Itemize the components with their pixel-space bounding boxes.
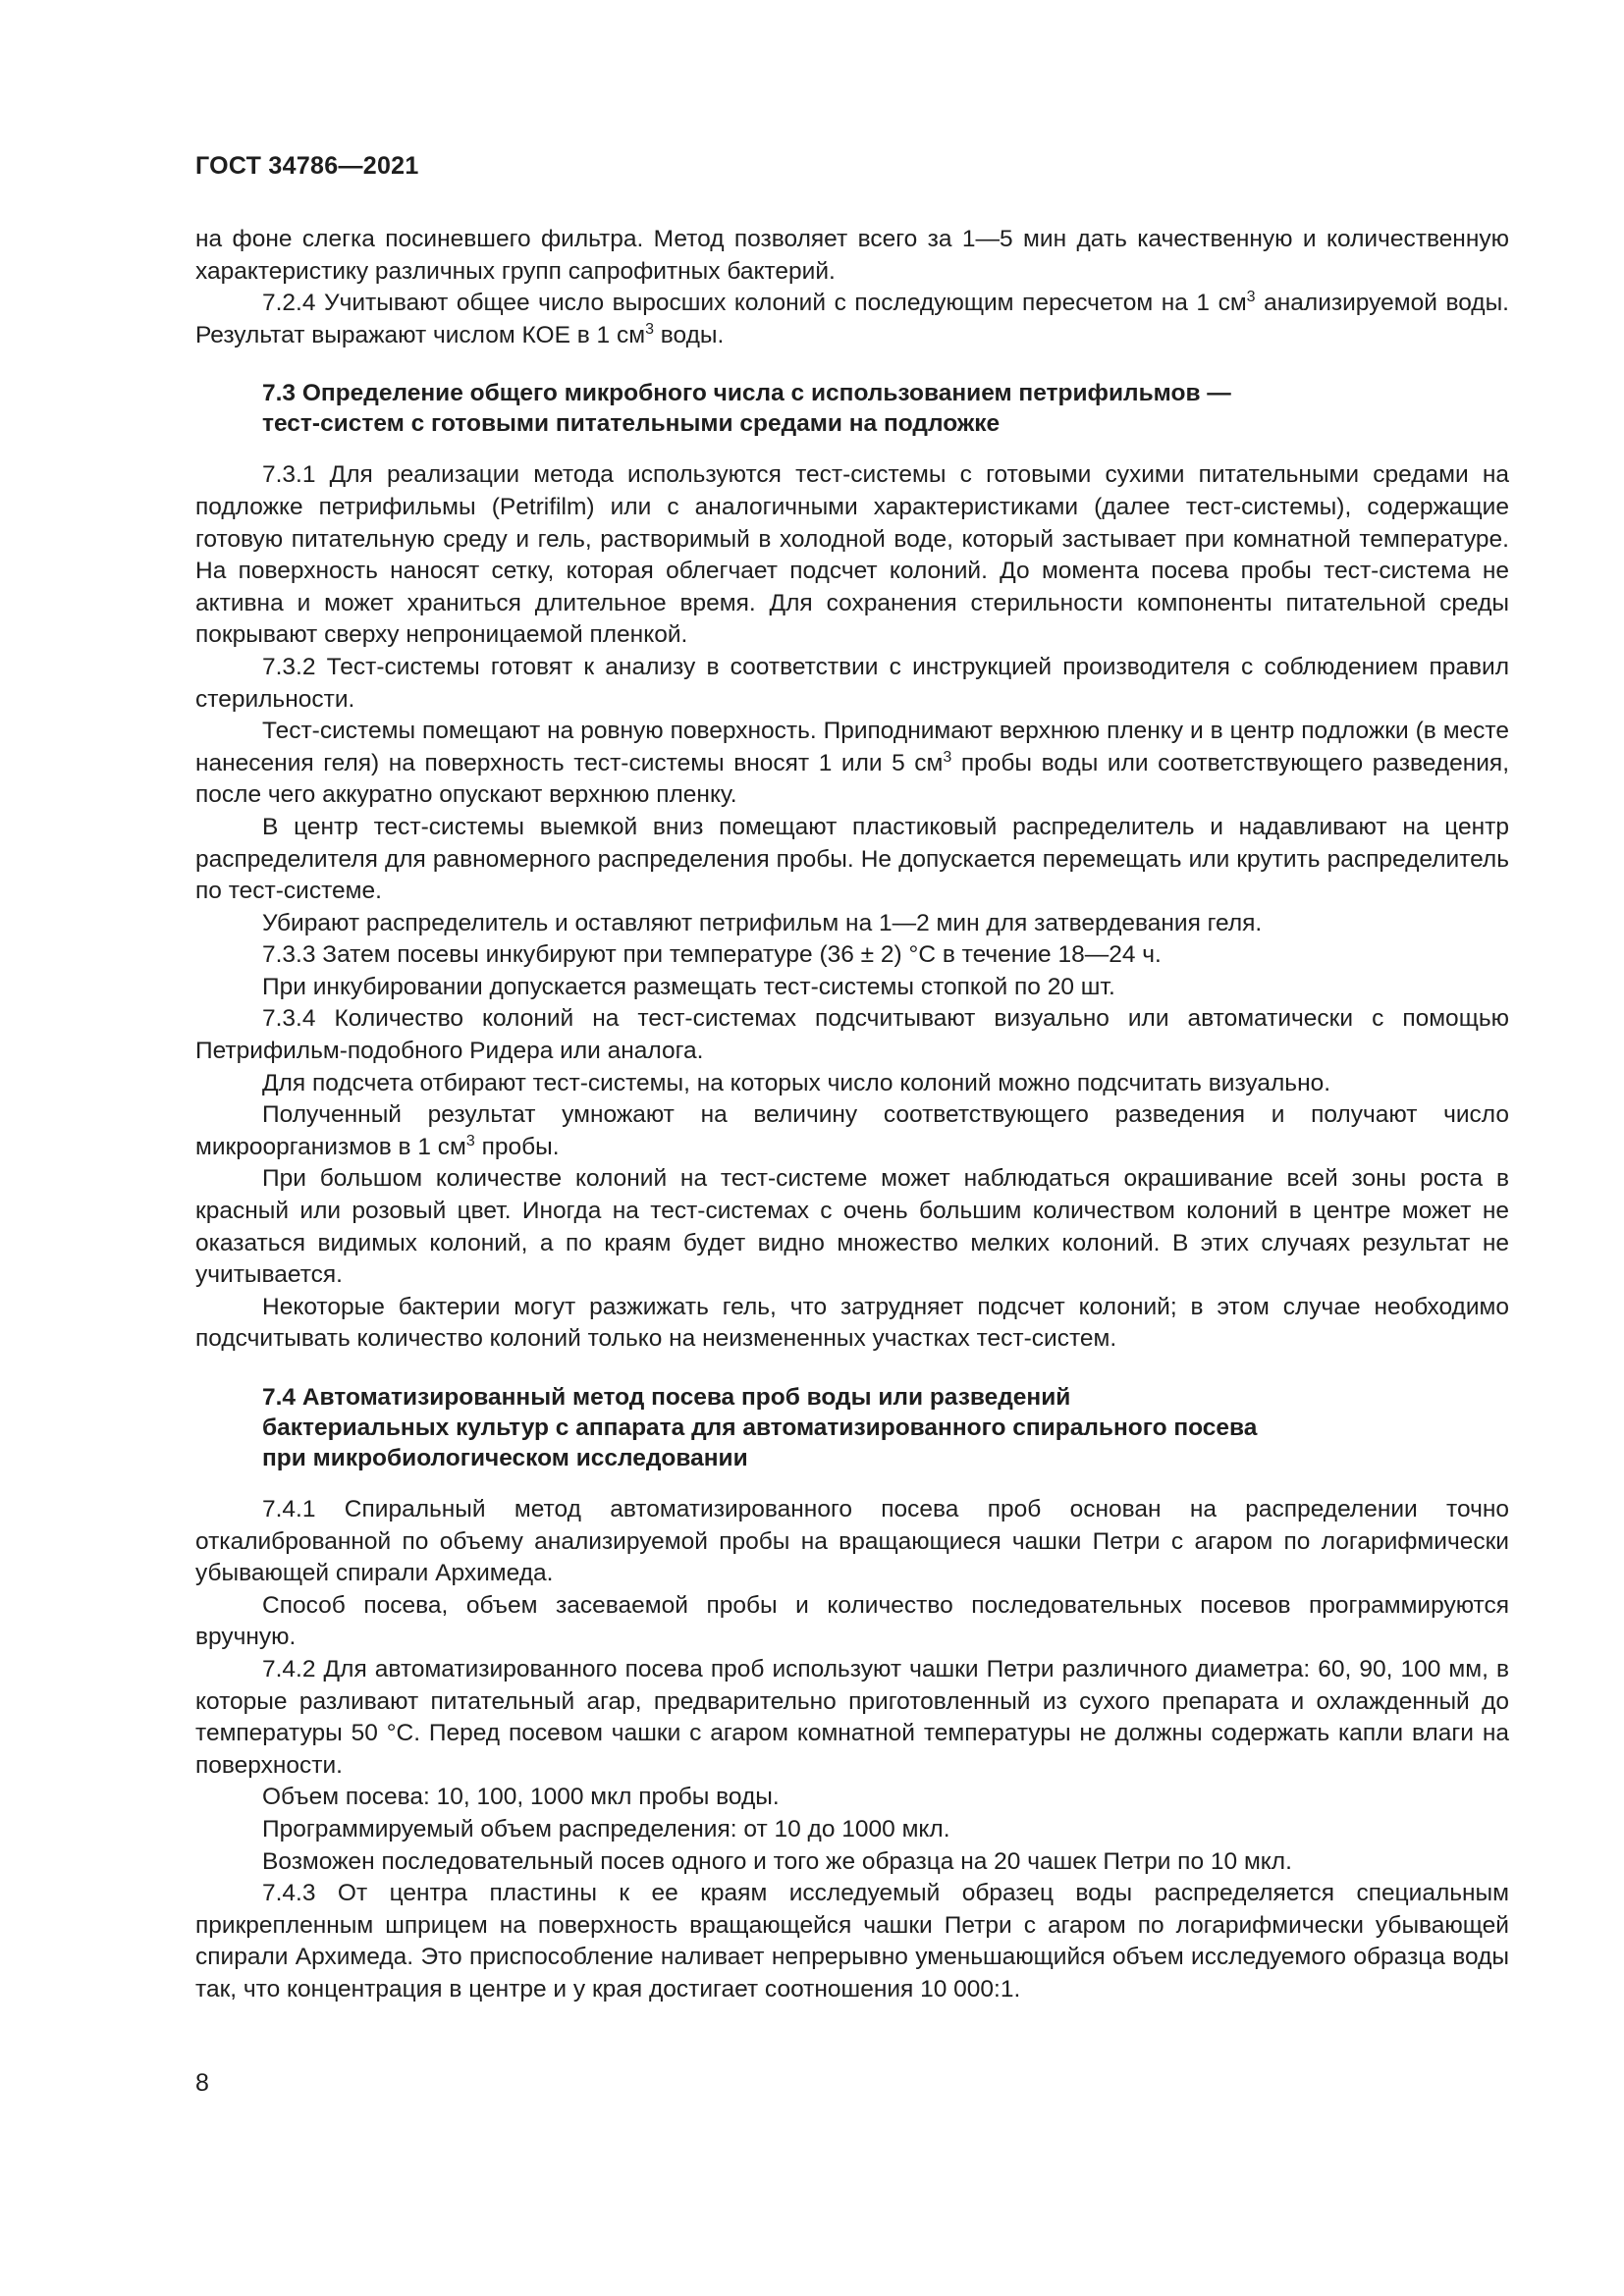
paragraph-stacking: При инкубировании допускается размещать тест-системы стопкой по 20 шт. — [262, 973, 1115, 1000]
paragraph-result: Полученный результат умножают на величину соответствующего разведения и получают число микроорганизмов в 1 $см^3$ пробы. — [195, 1101, 1509, 1160]
paragraph-seed-volume: Объем посева: 10, 100, 1000 мкл пробы воды. — [262, 1784, 780, 1811]
section-7-3-heading: 7.3 Определение общего микробного числа с использованием петрифильмов — тест-систем с готовыми питательными средами на подложке — [262, 380, 1231, 438]
paragraph-7-4-2: 7.4.2 Для автоматизированного посева проб используют чашки Петри различного диаметра: 60, 90, 100 мм, в которые разливают питательный агар, предварительно приготовленный из сухого препарата и охлажденный до температуры 50 °С. Перед посевом чашки с агаром комнатной температуры не должны содержать капли влаги на поверхности. — [195, 1655, 1509, 1779]
paragraph-7-2-4: 7.2.4 Учитывают общее число выросших колоний с последующим пересчетом на 1 $см^3$ анализируемой воды. Результат выражают числом КОЕ в 1 $см^3$ воды. — [195, 289, 1509, 348]
page-number: 8 — [195, 2069, 209, 2097]
paragraph-distribution-volume: Программируемый объем распределения: от 10 до 1000 мкл. — [262, 1815, 950, 1842]
paragraph-7-3-2: 7.3.2 Тест-системы готовят к анализу в соответствии с инструкцией производителя с соблюдением правил стерильности. — [195, 653, 1509, 713]
paragraph-gel-setting: Убирают распределитель и оставляют петрифильм на 1—2 мин для затвердевания геля. — [262, 909, 1263, 936]
paragraph-sequential-seeding: Возможен последовательный посев одного и того же образца на 20 чашек Петри по 10 мкл. — [262, 1847, 1292, 1875]
document-body — [195, 224, 1509, 2006]
paragraph-7-3-3: 7.3.3 Затем посевы инкубируют при температуре (36 ± 2) °С в течение 18—24 ч. — [262, 941, 1162, 969]
paragraph-7-3-1: 7.3.1 Для реализации метода используются тест-системы с готовыми сухими питательными средами на подложке петрифильмы (Petrifilm) или с аналогичными характеристиками (далее тест-системы), содержащие готовую питательную среду и гель, растворимый в холодной воде, который застывает при комнатной температуре. На поверхность наносят сетку, которая облегчает подсчет колоний. До момента посева пробы тест-система не активна и может храниться длительное время. Для сохранения стерильности компоненты питательной среды покрывают сверху непроницаемой пленкой. — [195, 461, 1509, 649]
paragraph-7-4-1: 7.4.1 Спиральный метод автоматизированного посева проб основан на распределении точно откалиброванной по объему анализируемой пробы на вращающиеся чашки Петри с агаром по логарифмически убывающей спирали Архимеда. — [195, 1496, 1509, 1587]
paragraph-coloring: При большом количестве колоний на тест-системе может наблюдаться окрашивание всей зоны роста в красный или розовый цвет. Иногда на тест-системах с очень большим количеством колоний в центре может не оказаться видимых колоний, а по краям будет видно множество мелких колоний. В этих случаях результат не учитывается. — [195, 1165, 1509, 1289]
standard-code-header: ГОСТ 34786—2021 — [195, 152, 419, 180]
paragraph-distributor: В центр тест-системы выемкой вниз помещают пластиковый распределитель и надавливают на центр распределителя для равномерного распределения пробы. Не допускается перемещать или крутить распределитель по тест-системе. — [195, 813, 1509, 905]
paragraph-7-4-3: 7.4.3 От центра пластины к ее краям исследуемый образец воды распределяется специальным прикрепленным шприцем на поверхность вращающейся чашки Петри с агаром по логарифмически убывающей спирали Архимеда. Это приспособление наливает непрерывно уменьшающийся объем исследуемого образца воды так, что концентрация в центре и у края достигает соотношения 10 000:1. — [195, 1880, 1509, 2002]
paragraph-counting: Для подсчета отбирают тест-системы, на которых число колоний можно подсчитать визуально. — [262, 1069, 1331, 1096]
paragraph-placement: Тест-системы помещают на ровную поверхность. Приподнимают верхнюю пленку и в центр подложки (в месте нанесения геля) на поверхность тест-системы вносят 1 или 5 $см^3$ пробы воды или соответствующего разведения, после чего аккуратно опускают верхнюю пленку. — [195, 718, 1509, 809]
paragraph-programming: Способ посева, объем засеваемой пробы и количество последовательных посевов программируются вручную. — [195, 1591, 1509, 1651]
paragraph-7-3-4: 7.3.4 Количество колоний на тест-системах подсчитывают визуально или автоматически с помощью Петрифильм-подобного Ридера или аналога. — [195, 1005, 1509, 1065]
paragraph-liquefaction: Некоторые бактерии могут разжижать гель, что затрудняет подсчет колоний; в этом случае необходимо подсчитывать количество колоний только на неизмененных участках тест-систем. — [195, 1293, 1509, 1353]
section-7-4-heading: 7.4 Автоматизированный метод посева проб воды или разведений бактериальных культур с аппарата для автоматизированного спирального посева при микробиологическом исследовании — [262, 1384, 1258, 1471]
intro-paragraph-continued: на фоне слегка посиневшего фильтра. Метод позволяет всего за 1—5 мин дать качественную и количественную характеристику различных групп сапрофитных бактерий. — [195, 226, 1509, 285]
